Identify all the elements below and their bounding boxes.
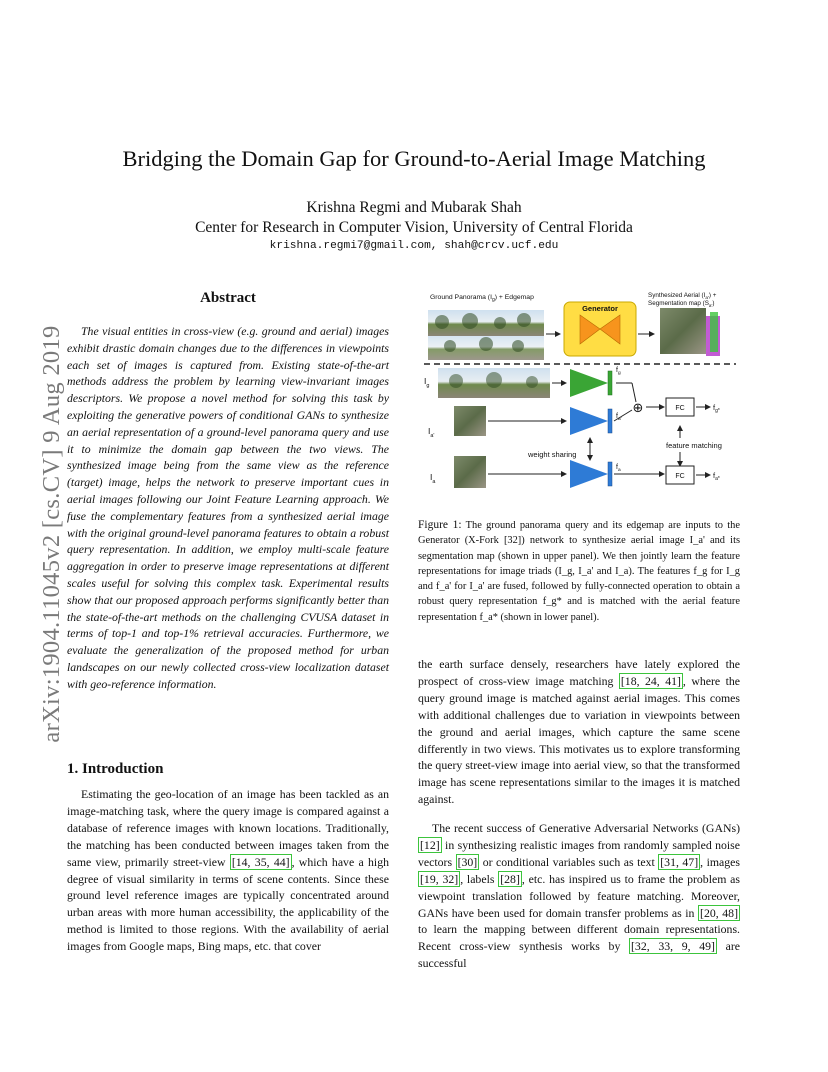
generator-label: Generator bbox=[582, 304, 618, 313]
label-feature-matching: feature matching bbox=[666, 441, 722, 450]
label-ia-prime: $I_{a'}$ bbox=[428, 426, 435, 439]
synthesized-aerial-image bbox=[660, 308, 706, 354]
abstract-text: The visual entities in cross-view (e.g. ground and aerial) images exhibit drastic domain changes due to the differences in viewpoints each set of images is captured from. Existing state-of-the-art methods address the problem by learning view-invariant images descriptors. We propose a novel method for solving this task by exploiting the generative powers of conditional GANs to synthesize an aerial representation of a ground-level panorama query and use it to minimize the domain gap between the two views. The synthesized image being from the same view as the reference (target) image, helps the network to preserve important cues in aerial images following our Joint Feature Learning approach. We fuse the complementary features from a synthesized aerial image with the original ground-level panorama features to obtain a robust query representation. In addition, we employ multi-scale feature aggregation in order to preserve image representations at different scales useful for solving this complex task. Experimental results show that our proposed approach performs significantly better than the state-of-the-art methods on the challenging CVUSA dataset in terms of top-1 and top-1% retrieval accuracies. Furthermore, we evaluate the generalization of the proposed method for urban landscapes on our newly collected cross-view localization dataset with geo-reference information. bbox=[67, 324, 389, 691]
abstract-heading: Abstract bbox=[200, 290, 256, 306]
paper-authors: Krishna Regmi and Mubarak Shah bbox=[306, 199, 522, 216]
figure-1-svg bbox=[420, 288, 740, 498]
label-synth-aerial: Synthesized Aerial $(I_{a'})$ + bbox=[648, 292, 717, 300]
paper-title: Bridging the Domain Gap for Ground-to-Aerial Image Matching bbox=[122, 146, 706, 171]
blue-network-1 bbox=[570, 407, 608, 435]
right-col-paragraph-2: The recent success of Generative Adversarial Networks (GANs) [12] in synthesizing realistic images from randomly sampled noise vectors [30] or conditional variables such as text [31, 47] , images [19, 32] , labels [28] , etc. has inspired us to frame the problem as viewpoint translation followed by feature matching. Moreover, GANs have been used for domain transfer problems as in [20, 48] to learn the mapping between different domain representations. Recent cross-view synthesis works by [32, 33, 9, 49] are successful bbox=[418, 821, 741, 971]
citation-link[interactable]: [14, 35, 44] bbox=[231, 854, 290, 869]
citation-link[interactable]: [31, 47] bbox=[660, 854, 699, 869]
citation-link[interactable]: [20, 48] bbox=[700, 905, 738, 920]
caption-text: The ground panorama query and its edgemap are inputs to the Generator (X-Fork [32]) network to synthesize aerial image I_a' and its segmentation map (shown in upper panel). We then jointly learn the feature representations for image triads (I_g, I_a' and I_a). The features f_g for I_g and f_a' for I_a' are fused, followed by fully-connected operation to obtain a robust query representation f_g* and is matched with the aerial feature representation f_a* (shown in lower panel). bbox=[418, 520, 740, 623]
synthesized-aerial-query bbox=[454, 406, 486, 436]
label-fg-star: $f_{g*}$ bbox=[713, 403, 720, 414]
label-ia: $I_a$ bbox=[430, 472, 436, 485]
intro-text-b: , which have a high degree of visual similarity in terms of scene contents. Since these ground level reference images are typically concentrated around urban areas with more human accessibility, the applicability of the method is limited to those regions. With the availability of aerial images from Google maps, Bing maps, etc. that cover bbox=[67, 854, 389, 954]
intro-paragraph bbox=[67, 786, 389, 955]
citation-link[interactable]: [19, 32] bbox=[420, 871, 459, 886]
label-segmentation-map: Segmentation map $(S_{a'})$ bbox=[648, 300, 715, 308]
abstract-body bbox=[67, 323, 389, 693]
label-fa-prime: $f_{a'}$ bbox=[616, 413, 622, 422]
blue-network-2 bbox=[570, 460, 608, 488]
label-fa-star: $f_{a*}$ bbox=[713, 471, 720, 482]
right-col-paragraph-1: the earth surface densely, researchers have lately explored the prospect of cross-view image matching [18, 24, 41] , where the query ground image is matched against aerial images. This comes with additional challenges due to variation in viewpoints between the ground and aerial images, which capture the same scene differently in two views. This motivates us to explore transforming the query street-view image into aerial view, so that the transformed image has scene representations similar to the images it is matched against. bbox=[418, 657, 740, 807]
label-ig: $I_g$ bbox=[424, 376, 430, 389]
paper-affiliation: Center for Research in Computer Vision, University of Central Florida bbox=[195, 219, 633, 236]
label-fa: $f_a$ bbox=[616, 464, 621, 473]
section-heading-introduction: 1. Introduction bbox=[67, 761, 164, 777]
fusion-plus-icon: ⊕ bbox=[632, 400, 644, 415]
fc-label-2: FC bbox=[675, 473, 685, 480]
author-emails: krishna.regmi7@gmail.com, shah@crcv.ucf.edu bbox=[269, 240, 559, 252]
figure-1-caption bbox=[418, 518, 740, 625]
aerial-reference-image bbox=[454, 456, 486, 488]
label-weight-sharing: weight sharing bbox=[528, 450, 577, 459]
label-ground-panorama: Ground Panorama $(I_g)$ + Edgemap bbox=[430, 294, 534, 303]
citation-link[interactable]: [18, 24, 41] bbox=[620, 673, 681, 688]
intro-text-a: Estimating the geo-location of an image has been tackled as an image-matching task, where the query image is compared against a database of reference images with known locations. Traditionally, the matching has been conducted between images taken from the same view, primarily street-view bbox=[67, 787, 389, 869]
citation-link[interactable]: [32, 33, 9, 49] bbox=[631, 939, 715, 954]
citation-link[interactable]: [30] bbox=[457, 854, 478, 869]
figure-1-diagram bbox=[420, 288, 740, 498]
arxiv-stamp-text: arXiv:1904.11045v2 [cs.CV] 9 Aug 2019 bbox=[38, 325, 65, 743]
fc-label-1: FC bbox=[675, 405, 685, 412]
figure-label: Figure 1: bbox=[418, 519, 462, 531]
label-fg: $f_g$ bbox=[616, 367, 621, 376]
citation-link[interactable]: [12] bbox=[420, 837, 440, 852]
arxiv-stamp bbox=[18, 286, 65, 782]
citation-link[interactable]: [28] bbox=[500, 871, 520, 886]
